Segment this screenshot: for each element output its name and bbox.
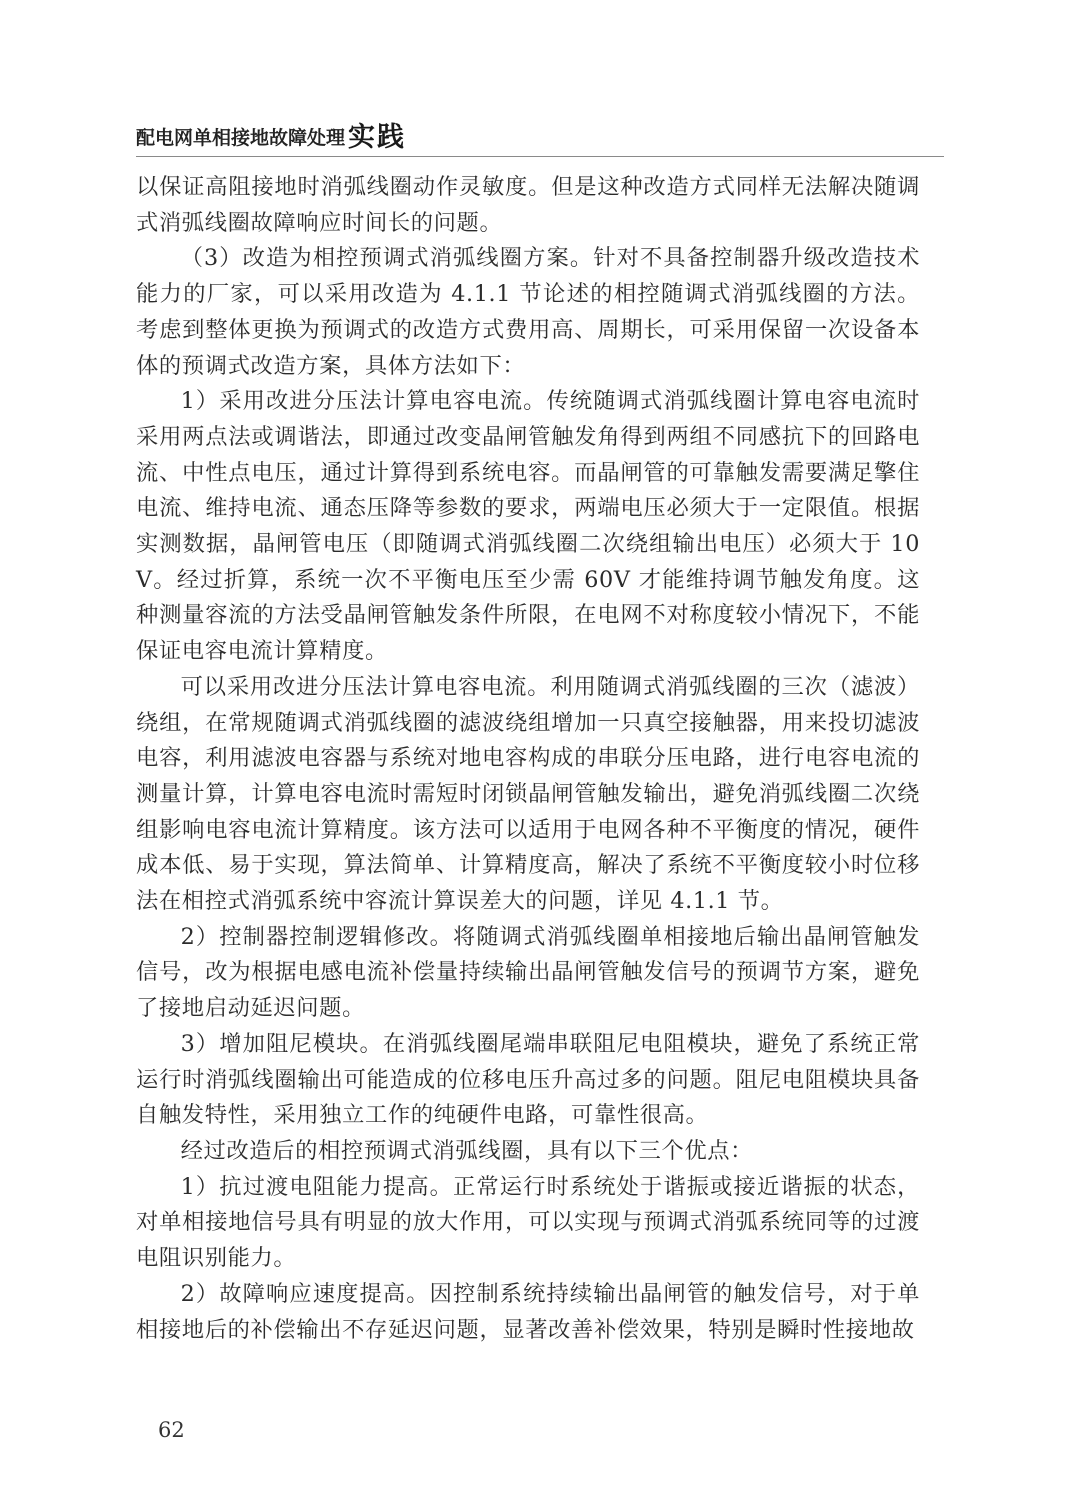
paragraph: 3）增加阻尼模块。在消弧线圈尾端串联阻尼电阻模块，避免了系统正常运行时消弧线圈输出可能造成的位移电压升高过多的问题。阻尼电阻模块具备自触发特性，采用独立工作的纯硬件电路，可靠性很高。 <box>136 1030 920 1129</box>
paragraph: 经过改造后的相控预调式消弧线圈，具有以下三个优点： <box>180 1137 754 1164</box>
paragraph: 可以采用改进分压法计算电容电流。利用随调式消弧线圈的三次（滤波）绕组，在常规随调式消弧线圈的滤波绕组增加一只真空接触器，用来投切滤波电容，利用滤波电容器与系统对地电容构成的串联分压电路，进行电容电流的测量计算，计算电容电流时需短时闭锁晶闸管触发输出，避免消弧线圈二次绕组影响电容电流计算精度。该方法可以适用于电网各种不平衡度的情况，硬件成本低、易于实现，算法简单、计算精度高，解决了系统不平衡度较小时位移法在相控式消弧系统中容流计算误差大的问题，详见 4.1.1 节。 <box>136 673 920 915</box>
book-title-accent: 实践 <box>348 122 407 153</box>
paragraph: （3）改造为相控预调式消弧线圈方案。针对不具备控制器升级改造技术能力的厂家，可以采用改造为 4.1.1 节论述的相控随调式消弧线圈的方法。考虑到整体更换为预调式的改造方式费用高、周期长，可采用保留一次设备本体的预调式改造方案，具体方法如下： <box>136 245 920 379</box>
paragraph: 1）采用改进分压法计算电容电流。传统随调式消弧线圈计算电容电流时采用两点法或调谐法，即通过改变晶闸管触发角得到两组不同感抗下的回路电流、中性点电压，通过计算得到系统电容。而晶闸管的可靠触发需要满足擎住电流、维持电流、通态压降等参数的要求，两端电压必须大于一定限值。根据实测数据，晶闸管电压（即随调式消弧线圈二次绕组输出电压）必须大于 10V。经过折算，系统一次不平衡电压至少需 60V 才能维持调节触发角度。这种测量容流的方法受晶闸管触发条件所限，在电网不对称度较小情况下，不能保证电容电流计算精度。 <box>136 388 920 665</box>
book-title: 配电网单相接地故障处理 <box>136 127 346 149</box>
body-text <box>136 170 920 1348</box>
paragraph: 以保证高阻接地时消弧线圈动作灵敏度。但是这种改造方式同样无法解决随调式消弧线圈故障响应时间长的问题。 <box>136 174 920 236</box>
paragraph: 2）故障响应速度提高。因控制系统持续输出晶闸管的触发信号，对于单相接地后的补偿输出不存延迟问题，显著改善补偿效果，特别是瞬时性接地故 <box>136 1280 920 1343</box>
running-header <box>136 112 944 157</box>
paragraph: 1）抗过渡电阻能力提高。正常运行时系统处于谐振或接近谐振的状态，对单相接地信号具有明显的放大作用，可以实现与预调式消弧系统同等的过渡电阻识别能力。 <box>136 1173 920 1272</box>
paragraph: 2）控制器控制逻辑修改。将随调式消弧线圈单相接地后输出晶闸管触发信号，改为根据电感电流补偿量持续输出晶闸管触发信号的预调节方案，避免了接地启动延迟问题。 <box>136 923 920 1022</box>
page-number: 62 <box>158 1418 185 1442</box>
